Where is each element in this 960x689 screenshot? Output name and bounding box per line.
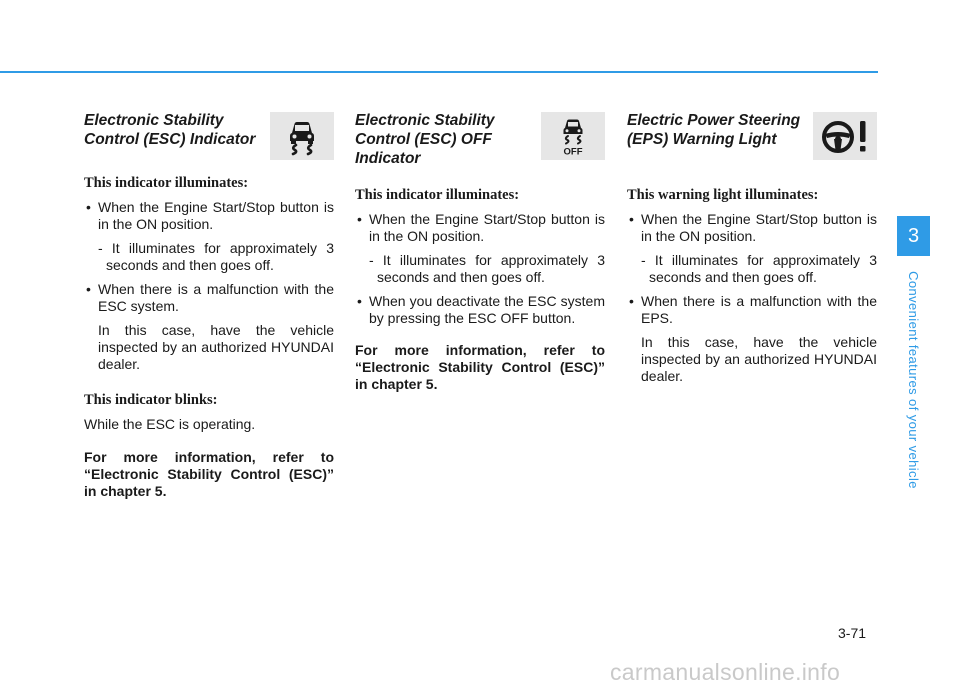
section-esc-off-indicator bbox=[355, 110, 605, 393]
section-header bbox=[84, 110, 334, 174]
section-title: Electric Power Steering (EPS) Warning Light bbox=[627, 112, 801, 148]
dash-item: - It illuminates for approximately 3 seconds and then goes off. bbox=[98, 240, 334, 273]
section-header bbox=[355, 110, 605, 186]
esc-indicator-icon bbox=[270, 112, 334, 160]
bullet-item: • When there is a malfunction with the ESC system. bbox=[84, 281, 334, 315]
section-eps-warning bbox=[627, 110, 877, 392]
chapter-label: Convenient features of your vehicle bbox=[906, 271, 921, 489]
illuminates-heading: This indicator illuminates: bbox=[355, 187, 520, 203]
dash-item: - It illuminates for approximately 3 seconds and then goes off. bbox=[641, 252, 877, 285]
bullet-item: • When the Engine Start/Stop button is in the ON position. bbox=[627, 211, 877, 245]
blink-text: While the ESC is operating. bbox=[84, 416, 256, 432]
section-esc-indicator bbox=[84, 110, 334, 500]
bullet-item: • When you deactivate the ESC system by pressing the ESC OFF button. bbox=[355, 293, 605, 327]
watermark: carmanualsonline.info bbox=[610, 659, 841, 685]
chapter-tab: 3 bbox=[897, 216, 930, 256]
page-number: 3-71 bbox=[838, 625, 867, 641]
illuminates-heading: This indicator illuminates: bbox=[84, 175, 249, 191]
note-text: In this case, have the vehicle inspected by an authorized HYUNDAI dealer. bbox=[641, 334, 877, 384]
section-title: Electronic Stability Control (ESC) Indicator bbox=[84, 112, 256, 148]
more-info-text: For more information, refer to “Electronic Stability Control (ESC)” in chapter 5. bbox=[355, 342, 605, 392]
top-rule bbox=[0, 71, 878, 73]
eps-warning-icon bbox=[813, 112, 877, 160]
more-info-text: For more information, refer to “Electronic Stability Control (ESC)” in chapter 5. bbox=[84, 449, 334, 499]
note-text: In this case, have the vehicle inspected by an authorized HYUNDAI dealer. bbox=[98, 322, 334, 372]
bullet-item: • When there is a malfunction with the EPS. bbox=[627, 293, 877, 327]
icon-off-label: OFF bbox=[563, 146, 583, 157]
blinks-heading: This indicator blinks: bbox=[84, 392, 218, 408]
esc-off-indicator-icon bbox=[541, 112, 605, 160]
bullet-item: • When the Engine Start/Stop button is in the ON position. bbox=[84, 199, 334, 233]
illuminates-heading: This warning light illuminates: bbox=[627, 187, 819, 203]
section-title: Electronic Stability Control (ESC) OFF Indicator bbox=[355, 112, 495, 167]
dash-item: - It illuminates for approximately 3 seconds and then goes off. bbox=[369, 252, 605, 285]
section-header bbox=[627, 110, 877, 186]
bullet-item: • When the Engine Start/Stop button is in the ON position. bbox=[355, 211, 605, 245]
